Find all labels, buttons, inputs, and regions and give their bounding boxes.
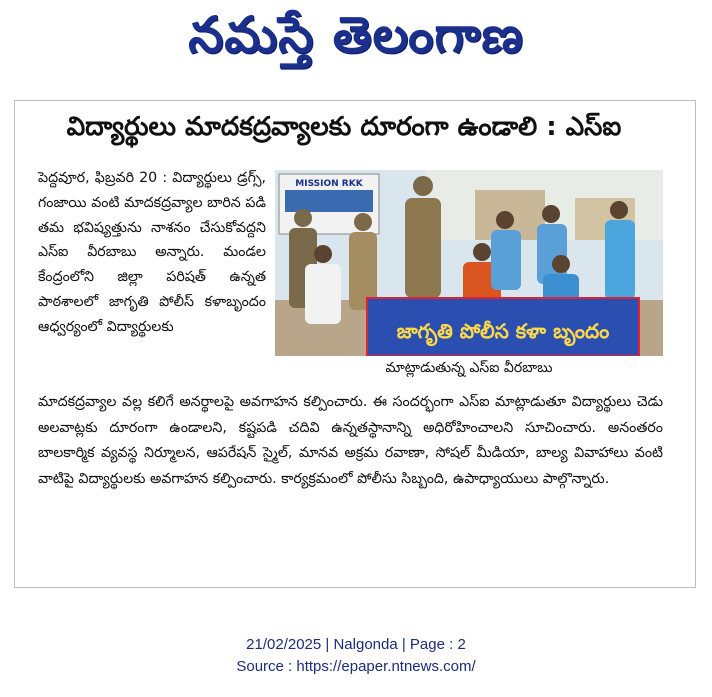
- article-column-text: [38, 166, 266, 340]
- footer-date-edition: 21/02/2025 | Nalgonda | Page : 2: [246, 636, 466, 653]
- masthead: [0, 0, 712, 86]
- photo-caption: మాట్లాడుతున్న ఎస్ఐ వీరబాబు: [385, 360, 553, 376]
- photo-illustration: [275, 170, 663, 356]
- article-paragraph-full: మాదకద్రవ్యాల వల్ల కలిగే అనర్థాలపై అవగాహన కల్పించారు. ఈ సందర్భంగా ఎస్ఐ మాట్లాడుతూ విద్యార్థులు చెడు అలవాట్లకు దూరంగా ఉండాలని, కష్టపడి చదివి ఉన్నతస్థానాన్ని అధిరోహించాలని సూచించారు. అనంతరం బాలకార్మిక వ్యవస్థ నిర్మూలన, ఆపరేషన్ స్మైల్, మానవ అక్రమ రవాణా, సోషల్ మీడియా, బాల్య వివాహాలు వంటి వాటిపై విద్యార్థులకు అవగాహన కల్పించారు. కార్యక్రమంలో పోలీసు సిబ్బంది, ఉపాధ్యాయులు పాల్గొన్నారు.: [38, 394, 663, 487]
- banner-large-text: జాగృతి పోలీస కళా బృందం: [396, 319, 610, 343]
- article-headline: విద్యార్థులు మాదకద్రవ్యాలకు దూరంగా ఉండాలి : ఎస్ఐ: [66, 112, 622, 142]
- masthead-title: నమస్తే తెలంగాణ: [188, 6, 524, 64]
- article-photo: [275, 170, 663, 356]
- footer-source: Source : https://epaper.ntnews.com/: [236, 658, 476, 675]
- article-paragraph-column: పెద్దవూర, ఫిబ్రవరి 20 : విద్యార్థులు డ్రగ్స్, గంజాయి వంటి మాదకద్రవ్యాల బారిన పడి తమ భవిష్యత్తును నాశనం చేసుకోవద్దని ఎస్ఐ వీరబాబు అన్నారు. మండల కేంద్రంలోని జిల్లా పరిషత్ ఉన్నత పాఠశాలలో జాగృతి పోలీస్ కళాబృందం ఆధ్వర్యంలో విద్యార్థులకు: [38, 170, 266, 335]
- banner-small-text: MISSION RKK: [295, 179, 363, 189]
- article-full-text: [38, 390, 663, 492]
